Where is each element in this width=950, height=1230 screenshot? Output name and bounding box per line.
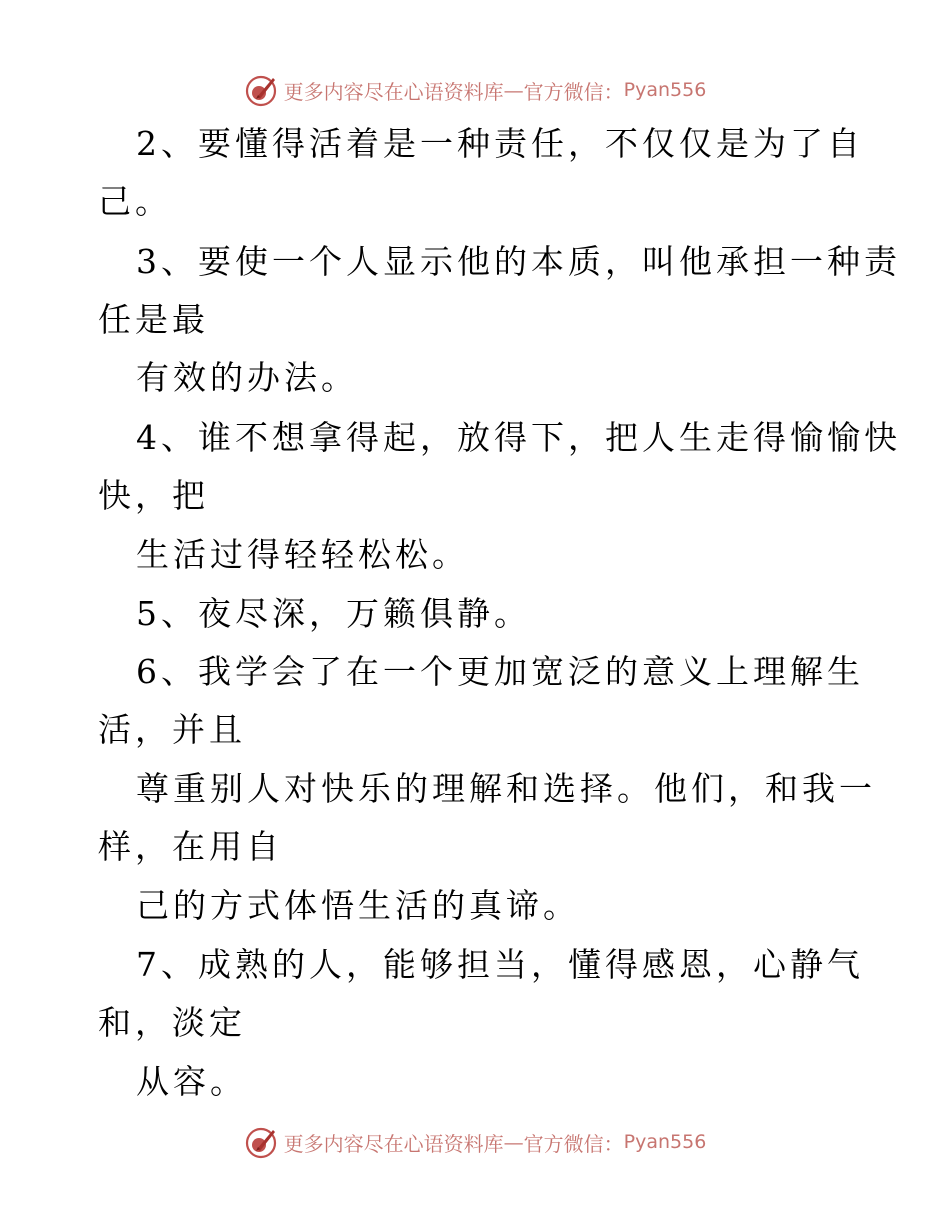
text-line: 己。 (98, 182, 172, 221)
banner-separator: — (503, 1130, 524, 1154)
text-line: 和，淡定 (98, 1003, 246, 1042)
banner-wechat-id: Pyan556 (623, 79, 707, 101)
text-line: 4、谁不想拿得起，放得下，把人生走得愉愉快 (136, 418, 901, 457)
text-line: 样，在用自 (98, 827, 283, 866)
quill-pen-logo-icon (244, 1125, 278, 1159)
text-line: 有效的办法。 (136, 358, 358, 397)
text-line: 活，并且 (98, 710, 246, 749)
banner-wechat-label: 官方微信： (523, 1131, 624, 1156)
text-line: 从容。 (136, 1062, 247, 1101)
footer-banner (0, 1122, 950, 1162)
header-banner (0, 70, 950, 110)
quill-pen-logo-icon (244, 73, 278, 107)
text-line: 2、要懂得活着是一种责任，不仅仅是为了自 (136, 124, 864, 163)
text-line: 7、成熟的人，能够担当，懂得感恩，心静气 (136, 945, 864, 984)
text-line: 生活过得轻轻松松。 (136, 535, 469, 574)
banner-wechat-label: 官方微信： (523, 79, 624, 104)
banner-wechat-id: Pyan556 (623, 1131, 707, 1153)
text-line: 尊重别人对快乐的理解和选择。他们，和我一 (136, 769, 876, 808)
text-line: 己的方式体悟生活的真谛。 (136, 886, 580, 925)
text-line: 任是最 (98, 300, 209, 339)
banner-separator: — (503, 78, 524, 102)
banner-text: 更多内容尽在心语资料库 (283, 79, 504, 104)
text-line: 6、我学会了在一个更加宽泛的意义上理解生 (136, 652, 864, 691)
text-line: 5、夜尽深，万籁俱静。 (136, 594, 531, 633)
text-line: 快，把 (98, 476, 209, 515)
banner-text: 更多内容尽在心语资料库 (283, 1131, 504, 1156)
text-line: 3、要使一个人显示他的本质，叫他承担一种责 (136, 242, 901, 281)
